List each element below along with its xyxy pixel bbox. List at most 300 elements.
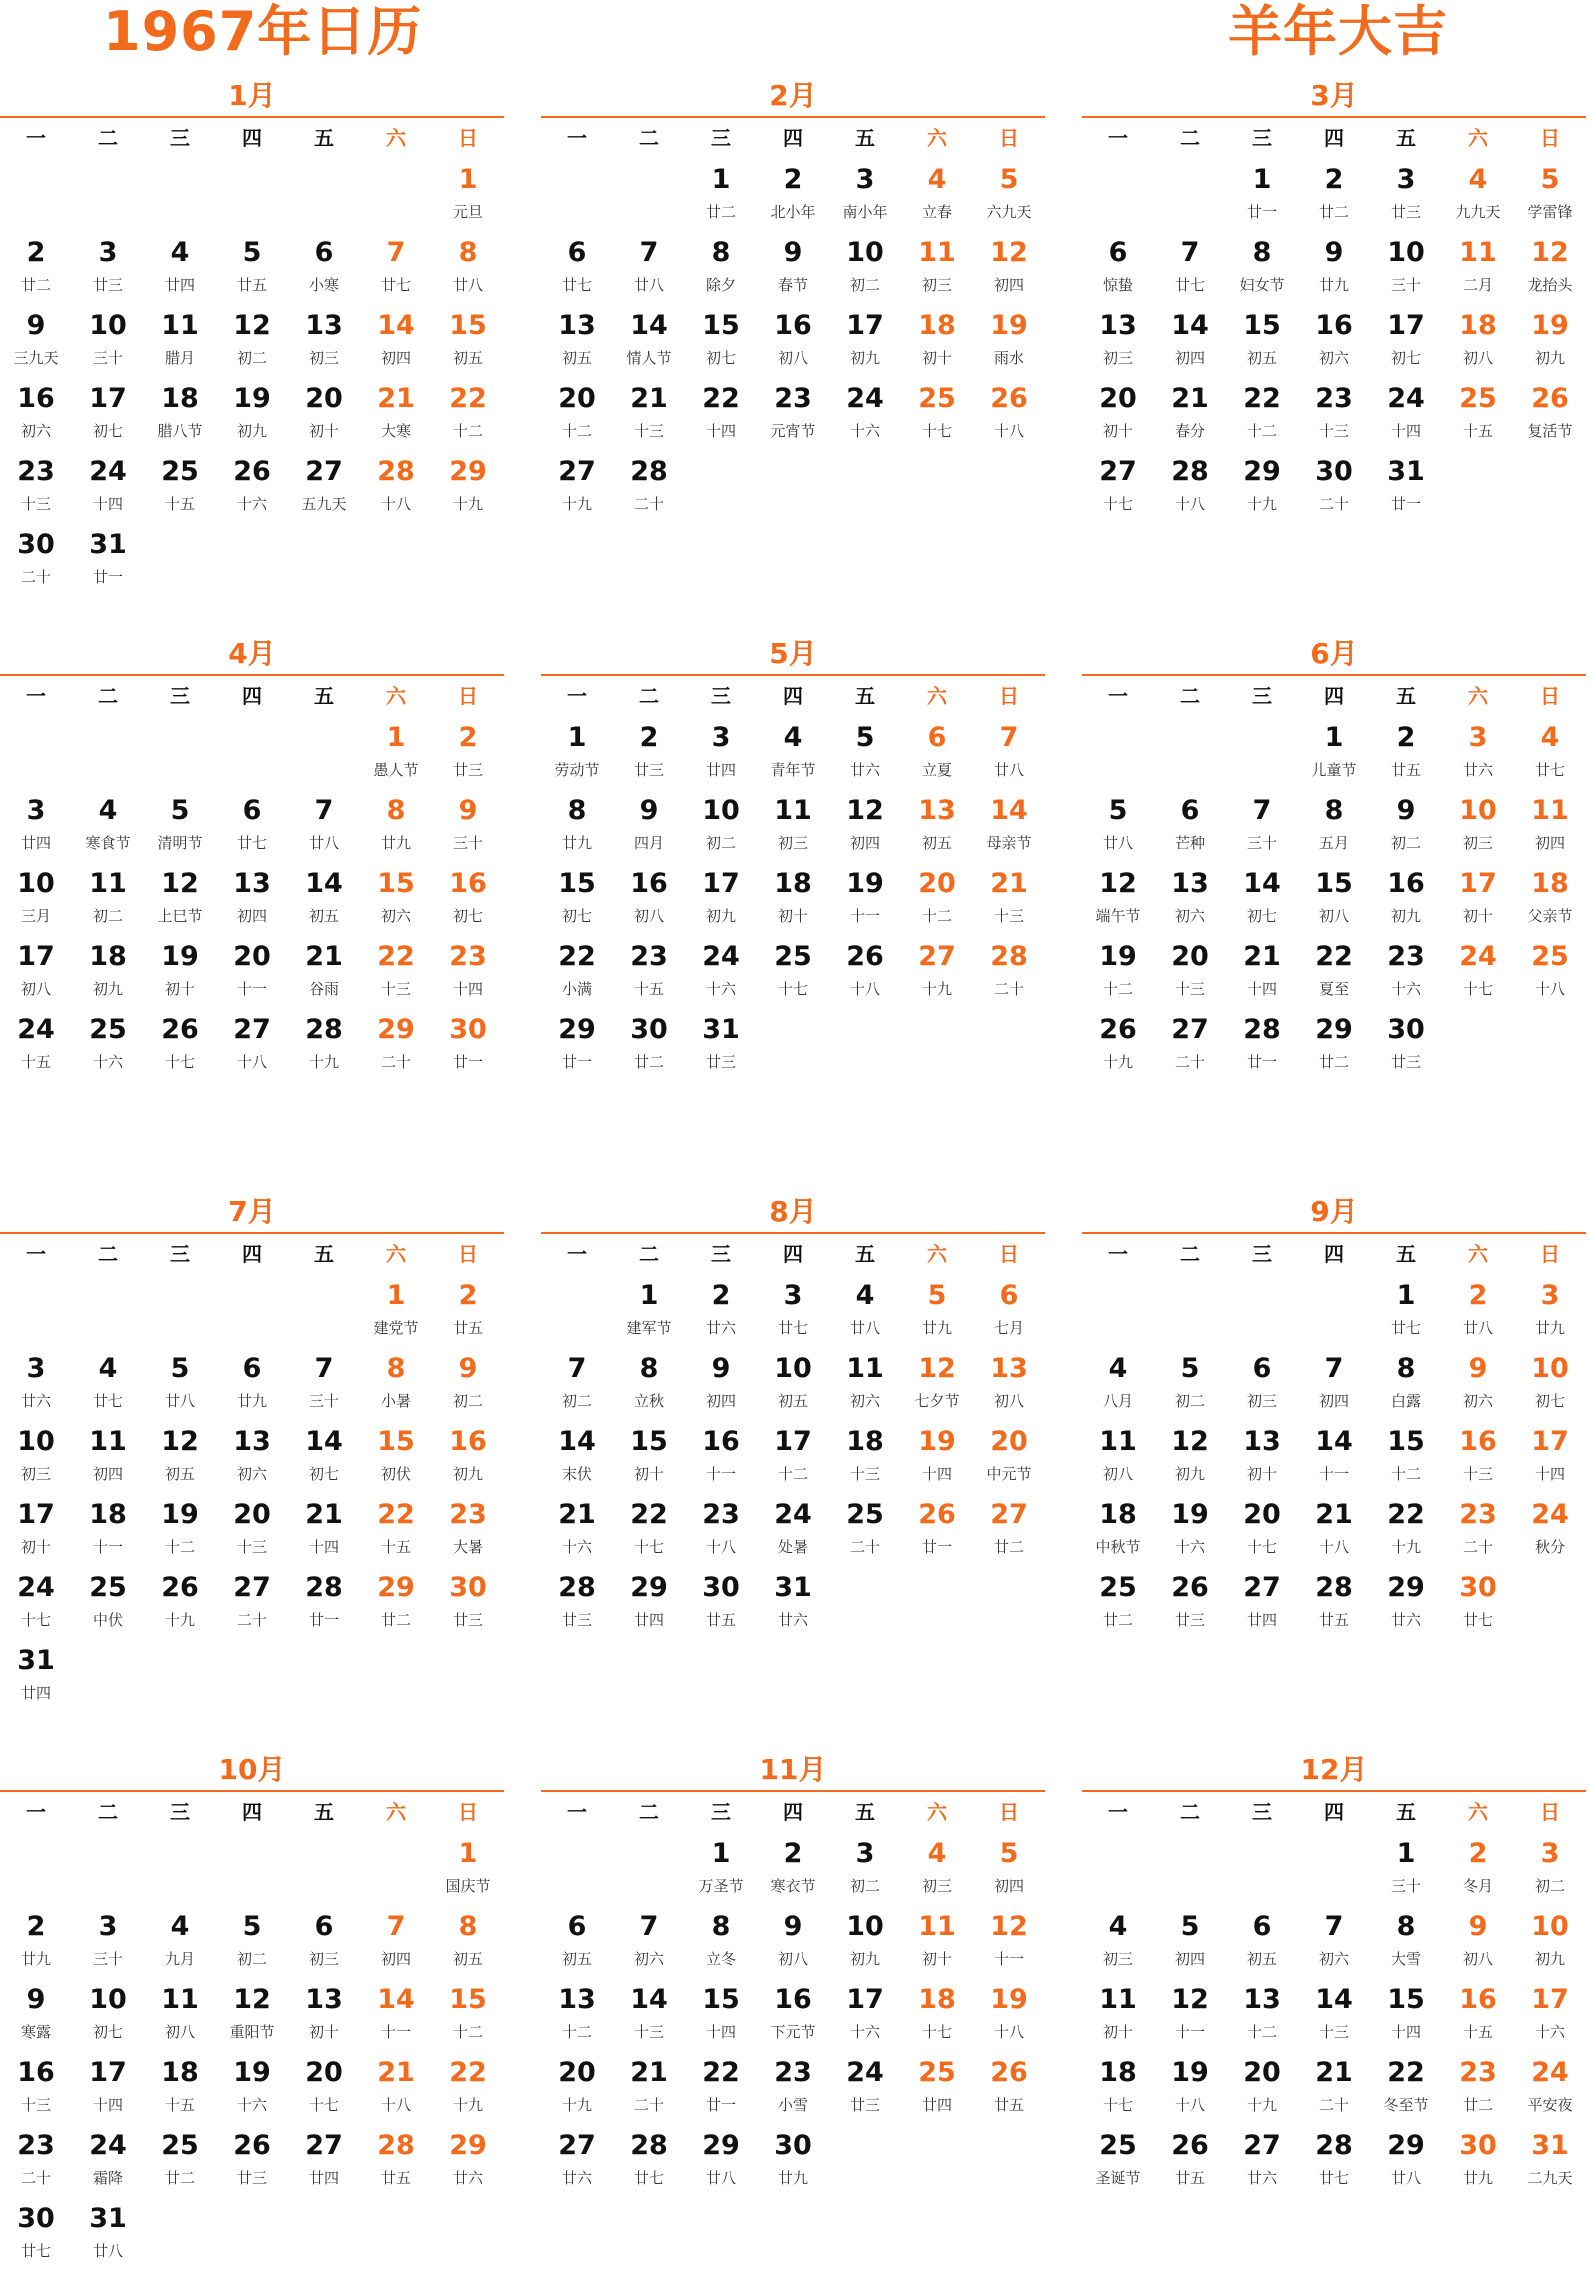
lunar-date: 十九 — [164, 1611, 195, 1629]
day-cell — [288, 377, 360, 450]
day-cell — [0, 862, 72, 935]
day-number: 4 — [927, 1838, 947, 1869]
day-cell — [72, 1420, 144, 1493]
day-number: 6 — [314, 237, 334, 268]
day-number: 16 — [449, 1426, 487, 1457]
lunar-date: 霜降 — [92, 2169, 123, 2187]
day-number: 24 — [17, 1014, 55, 1045]
day-number: 4 — [170, 1911, 190, 1942]
lunar-date: 立秋 — [633, 1392, 664, 1410]
lunar-date: 建军节 — [626, 1319, 672, 1337]
day-number: 11 — [1459, 237, 1497, 268]
lunar-date: 初八 — [1462, 349, 1493, 367]
weekday-label: 一 — [26, 1242, 46, 1266]
day-cell — [541, 1420, 613, 1493]
weekday-label: 五 — [855, 1242, 875, 1266]
day-cell — [1370, 1566, 1442, 1639]
month-block — [1082, 76, 1586, 616]
lunar-date: 初二 — [236, 349, 267, 367]
day-cell — [72, 1978, 144, 2051]
day-number: 7 — [639, 1911, 659, 1942]
weekday-label: 二 — [98, 126, 118, 150]
day-number: 15 — [1387, 1426, 1425, 1457]
lunar-date: 春分 — [1174, 422, 1205, 440]
lunar-date: 十八 — [1174, 495, 1205, 513]
lunar-date: 七月 — [993, 1319, 1024, 1337]
lunar-date: 十九 — [452, 2096, 483, 2114]
day-cell — [360, 377, 432, 450]
lunar-date: 廿九 — [236, 1392, 267, 1410]
day-cell — [0, 1566, 72, 1639]
weekday-label: 一 — [567, 684, 587, 708]
day-number: 20 — [233, 1499, 271, 1530]
lunar-date: 十九 — [452, 495, 483, 513]
day-number: 29 — [702, 2130, 740, 2161]
day-cell — [72, 862, 144, 935]
lunar-date: 廿七 — [92, 1392, 123, 1410]
day-number: 20 — [1243, 1499, 1281, 1530]
lunar-date: 六九天 — [986, 203, 1032, 221]
day-number: 3 — [711, 722, 731, 753]
lunar-date: 十七 — [1246, 1538, 1277, 1556]
day-cell — [901, 1493, 973, 1566]
day-number: 4 — [98, 795, 118, 826]
day-number: 12 — [161, 868, 199, 899]
weekday-label: 五 — [1396, 1800, 1416, 1824]
day-number: 2 — [26, 237, 46, 268]
day-cell — [1226, 1420, 1298, 1493]
day-cell — [432, 1493, 504, 1566]
lunar-date: 十二 — [452, 2023, 483, 2041]
lunar-date: 夏至 — [1318, 980, 1349, 998]
day-number: 3 — [26, 795, 46, 826]
day-number: 26 — [1099, 1014, 1137, 1045]
day-cell — [901, 1347, 973, 1420]
day-cell — [288, 935, 360, 1008]
lunar-date: 廿五 — [1318, 1611, 1349, 1629]
day-number: 20 — [558, 2057, 596, 2088]
day-number: 16 — [1459, 1426, 1497, 1457]
day-number: 16 — [17, 2057, 55, 2088]
day-cell — [1226, 1493, 1298, 1566]
day-number: 9 — [458, 1353, 478, 1384]
lunar-date: 廿三 — [561, 1611, 592, 1629]
day-number: 17 — [1531, 1426, 1569, 1457]
day-cell — [901, 935, 973, 1008]
day-cell — [360, 935, 432, 1008]
day-cell — [973, 1420, 1045, 1493]
day-cell — [973, 1832, 1045, 1905]
lunar-date: 三十 — [1390, 1877, 1421, 1895]
day-cell — [432, 935, 504, 1008]
day-number: 19 — [161, 1499, 199, 1530]
day-number: 19 — [233, 2057, 271, 2088]
day-number: 27 — [305, 2130, 343, 2161]
lunar-date: 初十 — [1462, 907, 1493, 925]
day-cell — [0, 1639, 72, 1712]
lunar-date: 清明节 — [157, 834, 203, 852]
day-cell — [288, 2051, 360, 2124]
day-cell — [432, 1566, 504, 1639]
lunar-date: 小雪 — [777, 2096, 808, 2114]
day-number: 10 — [1459, 795, 1497, 826]
day-number: 25 — [161, 456, 199, 487]
day-cell — [901, 1274, 973, 1347]
day-number: 27 — [918, 941, 956, 972]
lunar-date: 大雪 — [1390, 1950, 1421, 1968]
day-cell — [216, 862, 288, 935]
day-number: 27 — [990, 1499, 1028, 1530]
day-number: 22 — [377, 941, 415, 972]
weekday-label: 一 — [1108, 126, 1128, 150]
lunar-date: 初七 — [1534, 1392, 1565, 1410]
day-cell — [0, 1493, 72, 1566]
weekday-label: 一 — [26, 1800, 46, 1824]
lunar-date: 二十 — [20, 568, 51, 586]
day-number: 23 — [702, 1499, 740, 1530]
lunar-date: 初三 — [1246, 1392, 1277, 1410]
day-number: 18 — [1099, 2057, 1137, 2088]
weekday-label: 一 — [1108, 1800, 1128, 1824]
lunar-date: 建党节 — [373, 1319, 419, 1337]
month-block — [541, 76, 1045, 616]
day-cell — [288, 1493, 360, 1566]
weekday-header — [0, 118, 504, 158]
day-number: 9 — [26, 310, 46, 341]
day-cell — [0, 1420, 72, 1493]
lunar-date: 小满 — [561, 980, 592, 998]
day-number: 12 — [1171, 1426, 1209, 1457]
day-cell — [757, 158, 829, 231]
day-cell — [829, 716, 901, 789]
day-cell — [144, 1978, 216, 2051]
weekday-header — [0, 1234, 504, 1274]
day-cell — [1370, 2124, 1442, 2197]
lunar-date: 北小年 — [770, 203, 816, 221]
day-cell — [829, 935, 901, 1008]
day-number: 8 — [1252, 237, 1272, 268]
day-number: 28 — [377, 456, 415, 487]
day-cell — [757, 1274, 829, 1347]
day-cell — [1298, 1008, 1370, 1081]
weekday-label: 五 — [1396, 126, 1416, 150]
lunar-date: 小暑 — [380, 1392, 411, 1410]
day-number: 28 — [558, 1572, 596, 1603]
day-cell — [973, 158, 1045, 231]
day-cell — [288, 304, 360, 377]
day-number: 5 — [242, 1911, 262, 1942]
day-number: 5 — [1180, 1353, 1200, 1384]
day-cell — [1514, 304, 1586, 377]
day-cell — [288, 1347, 360, 1420]
day-number: 25 — [1099, 1572, 1137, 1603]
day-cell — [613, 1347, 685, 1420]
day-number: 15 — [630, 1426, 668, 1457]
day-number: 25 — [89, 1014, 127, 1045]
day-cell — [1370, 935, 1442, 1008]
day-cell — [757, 2051, 829, 2124]
day-number: 29 — [1243, 456, 1281, 487]
lunar-date: 十三 — [20, 2096, 51, 2114]
day-cell — [1226, 450, 1298, 523]
weekday-label: 五 — [1396, 684, 1416, 708]
weekday-label: 六 — [1468, 1800, 1488, 1824]
day-number: 22 — [449, 2057, 487, 2088]
weekday-label: 日 — [458, 684, 478, 708]
day-cell — [829, 1347, 901, 1420]
lunar-date: 初八 — [20, 980, 51, 998]
lunar-date: 廿三 — [705, 1053, 736, 1071]
day-cell — [685, 1008, 757, 1081]
day-number: 21 — [630, 383, 668, 414]
weekday-label: 五 — [855, 1800, 875, 1824]
lunar-date: 十二 — [561, 422, 592, 440]
day-number: 17 — [17, 941, 55, 972]
day-number: 12 — [918, 1353, 956, 1384]
day-number: 1 — [567, 722, 587, 753]
day-number: 7 — [639, 237, 659, 268]
lunar-date: 初九 — [849, 349, 880, 367]
lunar-date: 十三 — [633, 2023, 664, 2041]
lunar-date: 初四 — [1174, 1950, 1205, 1968]
day-number: 19 — [846, 868, 884, 899]
lunar-date: 廿九 — [1318, 276, 1349, 294]
day-cell — [685, 862, 757, 935]
day-number: 14 — [377, 1984, 415, 2015]
lunar-date: 廿五 — [993, 2096, 1024, 2114]
lunar-date: 九九天 — [1455, 203, 1501, 221]
lunar-date: 二十 — [20, 2169, 51, 2187]
lunar-date: 十七 — [20, 1611, 51, 1629]
day-cell — [1442, 1420, 1514, 1493]
day-cell — [1154, 1420, 1226, 1493]
lunar-date: 十九 — [1246, 2096, 1277, 2114]
lunar-date: 平安夜 — [1527, 2096, 1573, 2114]
day-cell — [144, 1493, 216, 1566]
month-title: 11月 — [759, 1753, 827, 1786]
weekday-label: 三 — [170, 684, 190, 708]
day-number: 28 — [305, 1014, 343, 1045]
lunar-date: 初三 — [20, 1465, 51, 1483]
day-number: 6 — [927, 722, 947, 753]
day-number: 25 — [1459, 383, 1497, 414]
day-number: 26 — [846, 941, 884, 972]
lunar-date: 十四 — [308, 1538, 339, 1556]
lunar-date: 廿四 — [164, 276, 195, 294]
day-cell — [0, 2051, 72, 2124]
lunar-date: 十八 — [705, 1538, 736, 1556]
lunar-date: 廿四 — [308, 2169, 339, 2187]
day-number: 1 — [711, 1838, 731, 1869]
weekday-label: 二 — [639, 1800, 659, 1824]
lunar-date: 初五 — [1246, 349, 1277, 367]
lunar-date: 寒食节 — [85, 834, 131, 852]
day-cell — [1370, 304, 1442, 377]
day-cell — [360, 862, 432, 935]
lunar-date: 初五 — [777, 1392, 808, 1410]
day-cell — [0, 1905, 72, 1978]
lunar-date: 十一 — [380, 2023, 411, 2041]
day-number: 23 — [1387, 941, 1425, 972]
day-number: 3 — [1540, 1838, 1560, 1869]
day-cell — [1154, 1978, 1226, 2051]
lunar-date: 三月 — [20, 907, 51, 925]
weekday-label: 四 — [1324, 126, 1344, 150]
day-number: 21 — [1315, 2057, 1353, 2088]
day-cell — [1442, 935, 1514, 1008]
day-cell — [432, 1978, 504, 2051]
weekday-label: 六 — [386, 684, 406, 708]
day-cell — [0, 523, 72, 596]
day-number: 13 — [233, 1426, 271, 1457]
day-number: 8 — [639, 1353, 659, 1384]
day-cell — [1082, 1978, 1154, 2051]
day-number: 14 — [1315, 1984, 1353, 2015]
lunar-date: 龙抬头 — [1527, 276, 1573, 294]
lunar-date: 廿五 — [452, 1319, 483, 1337]
day-number: 13 — [1099, 310, 1137, 341]
day-number: 25 — [918, 2057, 956, 2088]
day-cell — [144, 2051, 216, 2124]
day-cell — [973, 231, 1045, 304]
day-number: 29 — [1387, 2130, 1425, 2161]
day-cell — [0, 231, 72, 304]
day-number: 13 — [918, 795, 956, 826]
lunar-date: 二九天 — [1527, 2169, 1573, 2187]
lunar-date: 十二 — [777, 1465, 808, 1483]
day-cell — [288, 231, 360, 304]
day-cell — [0, 304, 72, 377]
lunar-date: 廿七 — [633, 2169, 664, 2187]
day-number: 28 — [990, 941, 1028, 972]
lunar-date: 初四 — [380, 1950, 411, 1968]
day-number: 30 — [449, 1014, 487, 1045]
lunar-date: 廿八 — [92, 2242, 123, 2260]
day-number: 10 — [89, 1984, 127, 2015]
lunar-date: 圣诞节 — [1095, 2169, 1141, 2187]
day-number: 20 — [233, 941, 271, 972]
day-number: 26 — [1171, 2130, 1209, 2161]
day-cell — [1442, 1493, 1514, 1566]
day-cell — [1154, 231, 1226, 304]
day-cell — [541, 1566, 613, 1639]
lunar-date: 二十 — [1318, 495, 1349, 513]
day-cell — [685, 935, 757, 1008]
day-number: 3 — [855, 1838, 875, 1869]
lunar-date: 父亲节 — [1527, 907, 1573, 925]
lunar-date: 十八 — [849, 980, 880, 998]
day-cell — [1082, 450, 1154, 523]
day-number: 9 — [1324, 237, 1344, 268]
day-cell — [72, 789, 144, 862]
weekday-label: 四 — [1324, 684, 1344, 708]
day-cell — [1442, 862, 1514, 935]
day-cell — [973, 789, 1045, 862]
lunar-date: 廿二 — [1318, 1053, 1349, 1071]
day-number: 18 — [774, 868, 812, 899]
day-number: 9 — [458, 795, 478, 826]
day-cell — [1082, 1566, 1154, 1639]
month-title: 6月 — [1310, 637, 1358, 670]
day-cell — [1370, 1832, 1442, 1905]
lunar-date: 十二 — [1390, 1465, 1421, 1483]
day-number: 27 — [233, 1572, 271, 1603]
day-cell — [144, 231, 216, 304]
day-number: 24 — [1387, 383, 1425, 414]
day-number: 7 — [314, 1353, 334, 1384]
day-cell — [1298, 2124, 1370, 2197]
day-number: 29 — [1315, 1014, 1353, 1045]
weekday-label: 四 — [242, 126, 262, 150]
lunar-date: 十二 — [1246, 422, 1277, 440]
day-cell — [1370, 1905, 1442, 1978]
day-number: 20 — [1171, 941, 1209, 972]
lunar-date: 妇女节 — [1239, 276, 1285, 294]
lunar-date: 腊八节 — [157, 422, 203, 440]
day-cell — [1370, 377, 1442, 450]
day-number: 4 — [1108, 1911, 1128, 1942]
lunar-date: 廿一 — [308, 1611, 339, 1629]
day-number: 19 — [1171, 2057, 1209, 2088]
day-cell — [216, 935, 288, 1008]
lunar-date: 十三 — [380, 980, 411, 998]
weekday-label: 六 — [927, 1800, 947, 1824]
day-cell — [613, 1008, 685, 1081]
day-number: 28 — [377, 2130, 415, 2161]
day-number: 17 — [1459, 868, 1497, 899]
day-number: 10 — [846, 237, 884, 268]
day-cell — [1514, 2051, 1586, 2124]
day-number: 11 — [1099, 1426, 1137, 1457]
lunar-date: 廿三 — [633, 761, 664, 779]
lunar-date: 初八 — [164, 2023, 195, 2041]
weekday-label: 二 — [98, 684, 118, 708]
lunar-date: 廿二 — [20, 276, 51, 294]
day-number: 19 — [233, 383, 271, 414]
lunar-date: 初四 — [1534, 834, 1565, 852]
day-number: 14 — [305, 1426, 343, 1457]
day-cell — [432, 1008, 504, 1081]
day-number: 6 — [567, 237, 587, 268]
day-number: 15 — [1387, 1984, 1425, 2015]
day-number: 22 — [1315, 941, 1353, 972]
day-number: 14 — [1315, 1426, 1353, 1457]
day-cell — [144, 789, 216, 862]
day-cell — [613, 1566, 685, 1639]
lunar-date: 初八 — [1318, 907, 1349, 925]
lunar-date: 廿八 — [1390, 2169, 1421, 2187]
day-number: 5 — [999, 164, 1019, 195]
day-cell — [1514, 231, 1586, 304]
lunar-date: 十九 — [561, 495, 592, 513]
day-number: 23 — [449, 941, 487, 972]
day-cell — [541, 2124, 613, 2197]
lunar-date: 十八 — [380, 495, 411, 513]
lunar-date: 雨水 — [993, 349, 1024, 367]
day-cell — [685, 1420, 757, 1493]
day-cell — [901, 304, 973, 377]
day-cell — [685, 231, 757, 304]
lunar-date: 廿八 — [993, 761, 1024, 779]
day-number: 28 — [1315, 2130, 1353, 2161]
lunar-date: 初五 — [561, 349, 592, 367]
day-number: 5 — [170, 1353, 190, 1384]
day-cell — [1226, 935, 1298, 1008]
lunar-date: 廿六 — [849, 761, 880, 779]
day-cell — [541, 377, 613, 450]
day-cell — [216, 1008, 288, 1081]
lunar-date: 十三 — [1318, 2023, 1349, 2041]
